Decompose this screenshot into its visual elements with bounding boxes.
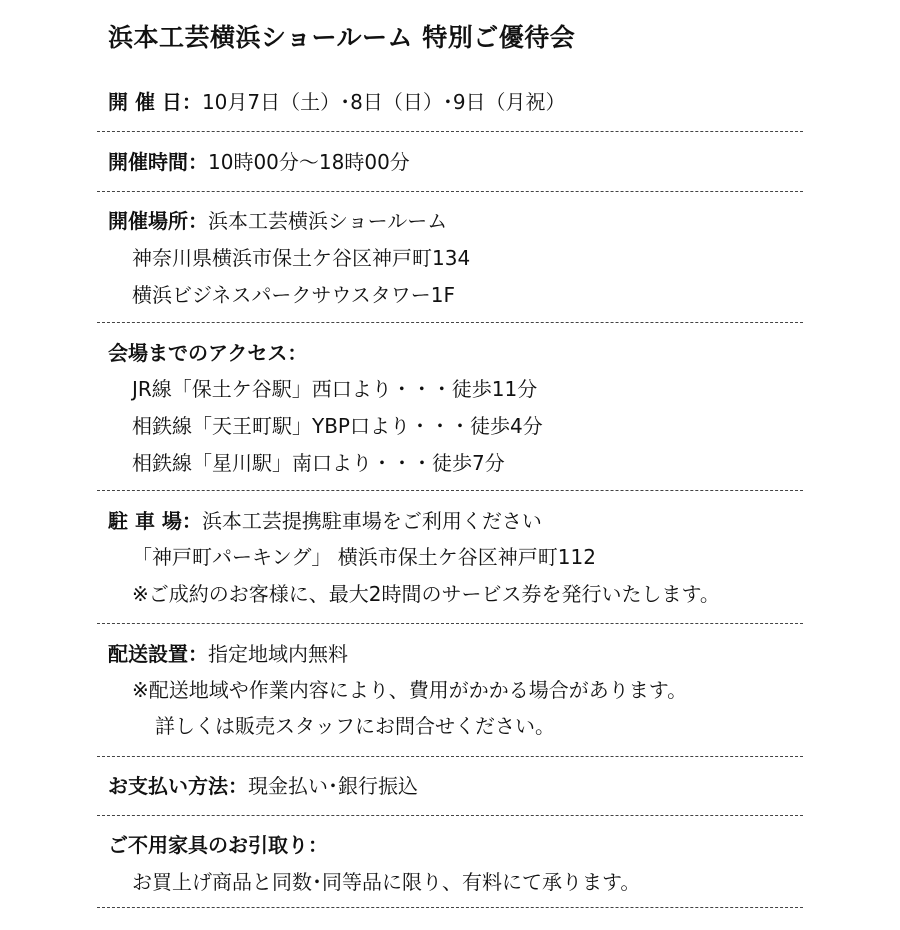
divider xyxy=(97,191,803,192)
parking-row xyxy=(108,507,542,535)
divider xyxy=(97,756,803,757)
divider xyxy=(97,907,803,908)
payment-value: 現金払い･銀行振込 xyxy=(248,774,418,798)
payment-label: お支払い方法： xyxy=(108,774,248,798)
date-value: 10月7日（土）･8日（日）･9日（月祝） xyxy=(201,90,566,114)
delivery-note: 詳しくは販売スタッフにお問合せください。 xyxy=(155,714,555,738)
parking-label: 駐 車 場： xyxy=(108,509,202,533)
venue-label: 開催場所： xyxy=(108,209,208,233)
divider xyxy=(97,322,803,323)
date-row xyxy=(108,88,566,116)
access-line: 相鉄線「星川駅」南口より・・・徒歩7分 xyxy=(132,451,505,475)
time-value: 10時00分～18時00分 xyxy=(208,150,410,174)
access-line: JR線「保土ケ谷駅」西口より・・・徒歩11分 xyxy=(132,377,538,401)
payment-row xyxy=(108,772,418,800)
access-label: 会場までのアクセス： xyxy=(108,341,308,365)
venue-row xyxy=(108,207,447,235)
access-line: 相鉄線「天王町駅」YBP口より・・・徒歩4分 xyxy=(132,414,543,438)
parking-line: 「神戸町パーキング」 横浜市保土ケ谷区神戸町112 xyxy=(132,545,596,569)
divider xyxy=(97,815,803,816)
pickup-row xyxy=(108,831,328,859)
venue-value: 浜本工芸横浜ショールーム xyxy=(208,209,448,233)
page-title: 浜本工芸横浜ショールーム 特別ご優待会 xyxy=(108,23,576,52)
divider xyxy=(97,623,803,624)
delivery-value: 指定地域内無料 xyxy=(208,642,348,666)
date-label: 開 催 日： xyxy=(108,90,202,114)
pickup-label: ご不用家具のお引取り： xyxy=(108,833,328,857)
time-label: 開催時間： xyxy=(108,150,208,174)
venue-address: 神奈川県横浜市保土ケ谷区神戸町134 xyxy=(132,246,471,270)
delivery-label: 配送設置： xyxy=(108,642,208,666)
venue-building: 横浜ビジネスパークサウスタワー1F xyxy=(132,283,456,307)
access-row xyxy=(108,339,307,367)
pickup-line: お買上げ商品と同数･同等品に限り、有料にて承ります。 xyxy=(132,870,641,894)
divider xyxy=(97,490,803,491)
parking-value: 浜本工芸提携駐車場をご利用ください xyxy=(201,509,542,533)
delivery-row xyxy=(108,640,348,668)
parking-note: ※ご成約のお客様に、最大2時間のサービス券を発行いたします。 xyxy=(132,582,720,606)
time-row xyxy=(108,148,410,176)
delivery-note: ※配送地域や作業内容により、費用がかかる場合があります。 xyxy=(132,678,688,702)
divider xyxy=(97,131,803,132)
